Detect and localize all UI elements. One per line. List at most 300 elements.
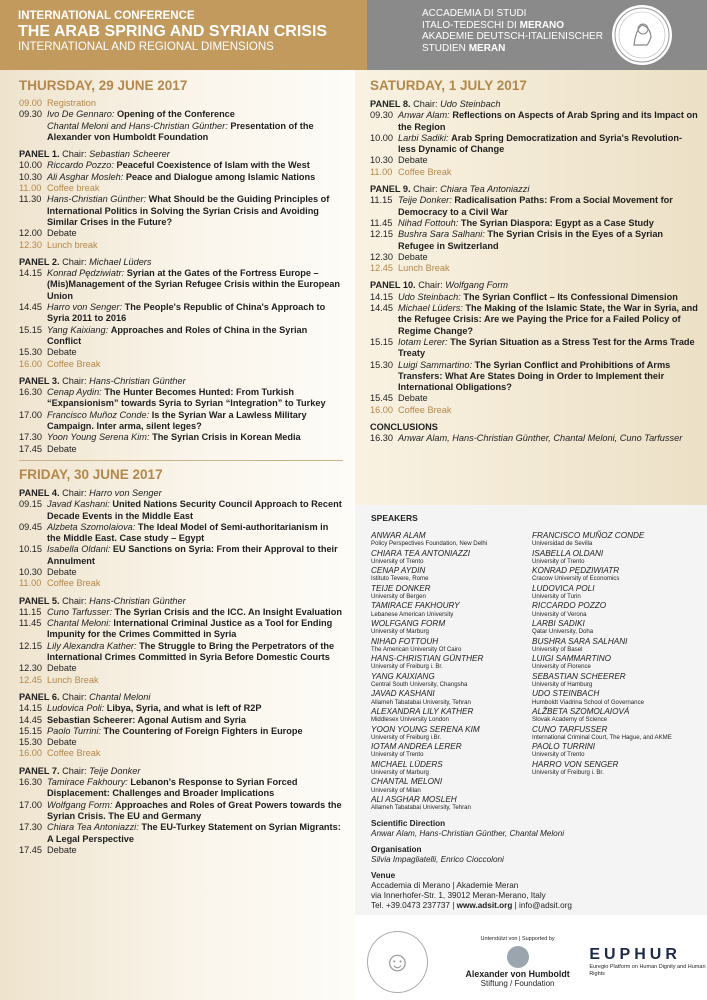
program-item <box>19 522 343 545</box>
speaker-name: Luigi Sammartino: <box>398 359 473 370</box>
thursday-program <box>19 98 343 455</box>
program-item <box>370 252 699 263</box>
program-item <box>19 544 343 567</box>
panel-number: PANEL 8. <box>370 99 411 109</box>
time: 15.30 <box>370 359 393 370</box>
speaker-affiliation: University of Marburg <box>371 769 429 777</box>
header <box>0 0 707 70</box>
time: 09.45 <box>19 521 42 532</box>
academy-de-2: STUDIEN MERAN <box>422 42 506 54</box>
academy-seal-icon: ☺ <box>367 931 428 993</box>
talk-title: Libya, Syria, and what is left of R2P <box>106 703 262 714</box>
talk-title: International Criminal Justice as a Tool for Ending Impunity for the Crimes Committed in Syria <box>47 618 333 640</box>
chair-name: Michael Lüders <box>89 256 152 267</box>
program-item <box>19 432 343 443</box>
chair-label: Chair: <box>62 595 87 606</box>
chair-label: Chair: <box>62 691 87 702</box>
program-item <box>19 777 343 800</box>
program-text <box>398 229 699 252</box>
time: 17.45 <box>19 844 42 855</box>
speaker-name: TAMIRACE FAKHOURY <box>371 601 460 611</box>
time: 12.45 <box>19 674 42 685</box>
speaker-name: JAVAD KASHANI <box>371 689 435 699</box>
program-text <box>47 109 343 120</box>
time: 11.15 <box>19 606 42 617</box>
time <box>19 121 47 144</box>
program-text <box>47 268 343 302</box>
time: 10.00 <box>19 160 42 171</box>
panel-heading <box>370 280 699 291</box>
speaker-name: ALI ASGHAR MOSLEH <box>371 794 457 804</box>
panel-heading <box>19 596 343 607</box>
chair-label: Chair: <box>62 375 87 386</box>
talk-title: Coffee Break <box>47 578 101 589</box>
program-text <box>398 360 699 394</box>
time: 12.30 <box>19 663 42 674</box>
speaker-affiliation: University of Freiburg i.Br. <box>371 733 442 741</box>
speaker-name: MICHAEL LÜDERS <box>371 759 443 769</box>
academy-it: ACCADEMIA DI STUDI <box>422 8 527 19</box>
talk-title: The People's Republic of China's Approach to Syria 2011 to 2016 <box>47 302 326 324</box>
speaker-affiliation: Istituto Tevere, Rome <box>371 575 429 583</box>
speaker-name: ISABELLA OLDANI <box>532 548 604 558</box>
talk-title: Lunch Break <box>398 263 450 274</box>
speaker-name: Cuno Tarfusser: <box>47 606 113 617</box>
program-text <box>47 444 343 455</box>
program-text <box>47 800 343 823</box>
program-text <box>47 194 343 228</box>
time: 09.30 <box>19 109 42 120</box>
chair-label: Chair: <box>413 184 438 195</box>
speaker-name: Wolfgang Form: <box>47 799 113 810</box>
program-item <box>370 360 699 394</box>
speaker-name: UDO STEINBACH <box>532 689 600 699</box>
conference-title: THE ARAB SPRING AND SYRIAN CRISIS <box>18 23 328 40</box>
program-text <box>47 121 343 144</box>
program-item <box>370 433 699 444</box>
speaker-name: LUDOVICA POLI <box>532 583 595 593</box>
talk-title: Coffee Break <box>47 748 101 759</box>
program-item <box>19 800 343 823</box>
program-item <box>370 405 699 416</box>
header-line1: INTERNATIONAL CONFERENCE <box>18 10 195 22</box>
chair-name: Harro von Senger <box>89 487 162 498</box>
time: 16.00 <box>19 748 42 759</box>
speaker-affiliation: Allameh Tabatabai University, Tehran <box>371 698 471 706</box>
time: 11.45 <box>370 217 393 228</box>
day-heading-thursday: THURSDAY, 29 JUNE 2017 <box>19 78 188 93</box>
program-text <box>398 337 699 360</box>
panel-heading <box>19 149 343 160</box>
day-heading-saturday: SATURDAY, 1 JULY 2017 <box>370 78 527 93</box>
speaker-name: YANG KAIXIANG <box>371 671 435 681</box>
speaker-name: Ali Asghar Mosleh: <box>47 171 124 182</box>
time: 17.30 <box>19 432 42 443</box>
speaker-name: TEIJE DONKER <box>371 583 431 593</box>
program-text <box>398 292 699 303</box>
talk-title: What Should be the Guiding Principles of International Politics in Solving the Syrian Crisis and Avoiding Similar Crises in the Future? <box>47 194 330 227</box>
talk-title: The Syrian Situation as a Stress Test for the Arms Trade Treaty <box>398 336 695 359</box>
program-item <box>19 607 343 618</box>
speaker-affiliation: International Criminal Court, The Hague, and AKME <box>532 733 672 741</box>
speaker-affiliation: University of Florence <box>532 663 591 671</box>
talk-title: Debate <box>398 393 428 404</box>
scientific-direction: Scientific Direction Anwar Alam, Hans-Christian Günther, Chantal Meloni <box>371 818 565 838</box>
program-text <box>47 228 343 239</box>
time: 14.45 <box>370 303 393 314</box>
program-text <box>47 641 343 664</box>
speaker-name: LARBI SADIKI <box>532 618 585 628</box>
panel-number: PANEL 10. <box>370 280 416 291</box>
speaker-name: WOLFGANG FORM <box>371 618 446 628</box>
time: 12.30 <box>19 239 42 250</box>
program-item <box>370 229 699 252</box>
time: 15.15 <box>19 324 42 335</box>
program-text <box>47 302 343 325</box>
time: 16.30 <box>19 777 42 788</box>
talk-title: Sebastian Scheerer: Agonal Autism and Syria <box>47 714 246 725</box>
speaker-name: CUNO TARFUSSER <box>532 724 608 734</box>
program-item <box>19 641 343 664</box>
program-text <box>47 325 343 348</box>
saturday-program <box>370 99 699 445</box>
speaker-affiliation: University of Trento <box>371 557 424 565</box>
speaker-affiliation: University of Trento <box>532 751 585 759</box>
program-text <box>47 240 343 251</box>
time: 10.15 <box>19 544 42 555</box>
speaker-affiliation: University of Trento <box>532 557 585 565</box>
program-text <box>47 359 343 370</box>
talk-title: The Ideal Model of Semi-authoritarianism in the Middle East. Case study – Egypt <box>47 521 329 544</box>
talk-title: Arab Spring Democratization and Syria's Revolution-less Dynamic of Change <box>398 132 683 155</box>
speaker-name: Javad Kashani: <box>47 499 110 510</box>
speaker-name: BUSHRA SARA SALHANI <box>532 636 628 646</box>
program-item <box>370 303 699 337</box>
program-item <box>19 845 343 856</box>
schedule-left-column <box>0 70 355 1000</box>
time: 15.30 <box>19 347 42 358</box>
program-item <box>370 133 699 156</box>
program-text <box>398 218 699 229</box>
talk-title: The Countering of Foreign Fighters in Europe <box>103 725 303 736</box>
speaker-affiliation: The American University Of Cairo <box>371 645 462 653</box>
schedule-right-column <box>355 70 707 505</box>
speaker-name: CHANTAL MELONI <box>371 777 443 787</box>
time: 12.15 <box>19 640 42 651</box>
time: 14.45 <box>19 714 42 725</box>
speaker-name: Paolo Turrini: <box>47 725 101 736</box>
time: 14.15 <box>370 291 393 302</box>
talk-title: United Nations Security Council Approach to Recent Decade Events in the Middle East <box>47 499 342 521</box>
talk-title: Debate <box>47 663 77 674</box>
talk-title: The Syrian Conflict and Prohibitions of Arms Transfers: What Are States Doing in Order to Implement their International Obligations? <box>398 359 671 393</box>
program-text <box>47 432 343 443</box>
program-item <box>19 160 343 171</box>
chair-label: Chair: <box>62 765 87 776</box>
program-item <box>19 822 343 845</box>
program-item <box>19 726 343 737</box>
talk-title: Registration <box>47 98 97 108</box>
program-item <box>370 263 699 274</box>
time: 16.30 <box>370 433 393 444</box>
time: 11.30 <box>19 194 42 205</box>
talk-title: The Struggle to Bring the Perpetrators of the International Crimes Committed in Syria Before Domestic Courts <box>47 640 335 663</box>
program-item <box>19 302 343 325</box>
talk-title: The Syrian Crisis in the Eyes of a Syrian Refugee in Switzerland <box>398 229 664 251</box>
program-item <box>19 737 343 748</box>
speaker-name: Ivo De Gennaro: <box>47 109 115 120</box>
program-text <box>47 618 343 641</box>
program-text <box>47 703 343 714</box>
speaker-name: Isabella Oldani: <box>47 544 111 555</box>
program-text <box>47 578 343 589</box>
speaker-name: Chantal Meloni and Hans-Christian Günther: <box>47 120 228 131</box>
panel-heading <box>19 376 343 387</box>
program-text <box>398 133 699 156</box>
humboldt-logo: Unterstützt von | Supported by Alexander von Humboldt Stiftung / Foundation <box>465 936 570 988</box>
time: 12.00 <box>19 228 42 239</box>
panel-number: PANEL 5. <box>19 595 60 606</box>
speaker-affiliation: Lebanese American University <box>371 610 454 618</box>
program-item <box>19 387 343 410</box>
program-item <box>19 444 343 455</box>
speaker-affiliation: Allameh Tabatabai University, Tehran <box>371 804 471 812</box>
speaker-affiliation: Central South University, Changsha <box>371 681 468 689</box>
program-text <box>398 155 699 166</box>
conclusions-heading: CONCLUSIONS <box>370 422 438 433</box>
program-item <box>19 121 343 144</box>
program-text <box>398 303 699 337</box>
program-item <box>370 167 699 178</box>
program-item <box>370 393 699 404</box>
talk-title: The Hunter Becomes Hunted: From Turkish “Expansionism” towards Syria to Syrian “Integration” to Turkey <box>47 387 326 409</box>
program-text <box>47 675 343 686</box>
talk-title: Debate <box>47 347 77 358</box>
speaker-name: Larbi Sadiki: <box>398 132 449 143</box>
talk-title: Debate <box>398 251 428 262</box>
chair-label: Chair: <box>418 280 443 291</box>
chair-name: Udo Steinbach <box>440 99 501 109</box>
speaker-name: PAOLO TURRINI <box>532 742 596 752</box>
speaker-name: Hans-Christian Günther: <box>47 194 147 205</box>
speaker-name: HANS-CHRISTIAN GÜNTHER <box>371 654 484 664</box>
euphur-logo: EUPHUR Euregio Platform on Human Dignity and Human Rights <box>589 945 706 977</box>
talk-title: The Syrian Conflict – Its Confessional Dimension <box>463 291 678 302</box>
speaker-affiliation: Middlesex University London <box>371 716 449 724</box>
talk-title: Debate <box>47 737 77 748</box>
program-text <box>47 183 343 194</box>
panel-heading <box>19 692 343 703</box>
program-item <box>370 292 699 303</box>
speaker-name: Nihad Fottouh: <box>398 217 459 228</box>
time: 16.30 <box>19 387 42 398</box>
time: 14.45 <box>19 302 42 313</box>
program-text <box>398 167 699 178</box>
venue: Venue Accademia di Merano | Akademie Meran via Innerhofer-Str. 1, 39012 Meran-Merano, Italy Tel. +39.0473 237737 | www.adsit.org | info@adsit.org <box>371 870 572 910</box>
speaker-affiliation: University of Marburg <box>371 628 429 636</box>
program-item <box>370 337 699 360</box>
speaker-name: Bushra Sara Salhani: <box>398 229 485 240</box>
speaker-name: ALŽBETA SZOMOLAIOVÁ <box>532 706 630 716</box>
talk-title: Presentation of the Alexander von Humboldt Foundation <box>47 120 314 142</box>
program-text <box>47 410 343 433</box>
program-text <box>47 663 343 674</box>
conference-subtitle: INTERNATIONAL AND REGIONAL DIMENSIONS <box>18 41 274 53</box>
program-text <box>47 777 343 800</box>
speaker-name: RICCARDO POZZO <box>532 601 607 611</box>
chair-name: Hans-Christian Günther <box>89 595 186 606</box>
speakers-col-right <box>532 531 693 813</box>
program-text <box>47 845 343 856</box>
talk-title: The Syrian Diaspora: Egypt as a Case Study <box>460 217 654 228</box>
program-item <box>19 715 343 726</box>
time: 15.30 <box>19 737 42 748</box>
talk-title: Is the Syrian War a Lawless Military Campaign. Inter arma, silent leges? <box>47 409 307 432</box>
speakers-heading: SPEAKERS <box>371 513 418 523</box>
speaker-name: IOTAM ANDREA LERER <box>371 742 462 752</box>
program-text <box>47 607 343 618</box>
program-text <box>47 387 343 410</box>
program-text <box>47 748 343 759</box>
program-item <box>19 410 343 433</box>
time: 14.15 <box>19 703 42 714</box>
program-item <box>370 110 699 133</box>
talk-title: EU Sanctions on Syria: From their Approval to their Annulment <box>47 544 338 566</box>
chair-name: Teije Donker <box>89 765 141 776</box>
speaker-name: Anwar Alam: <box>398 110 450 121</box>
speaker-affiliation: Humboldt Viadrina School of Governance <box>532 698 645 706</box>
program-item <box>19 194 343 228</box>
speaker-name: Chiara Tea Antoniazzi: <box>47 822 139 833</box>
speaker-name: KONRAD PĘDZIWIATR <box>532 566 620 576</box>
day-heading-friday: FRIDAY, 30 JUNE 2017 <box>19 466 163 482</box>
time: 11.00 <box>19 183 42 194</box>
chair-name: Wolfgang Form <box>445 280 509 291</box>
time: 16.00 <box>370 404 393 415</box>
time: 17.00 <box>19 409 42 420</box>
time: 12.30 <box>370 251 393 262</box>
divider <box>19 460 343 461</box>
program-item <box>19 183 343 194</box>
chair-label: Chair: <box>413 99 438 109</box>
speaker-affiliation: University of Trento <box>371 751 424 759</box>
time: 10.30 <box>19 566 42 577</box>
speaker-name: Michael Lüders: <box>398 303 463 314</box>
speaker-affiliation: Cracow University of Economics <box>532 575 620 583</box>
talk-title: Debate <box>47 228 77 239</box>
panel-number: PANEL 7. <box>19 765 60 776</box>
talk-title: Opening of the Conference <box>116 109 235 120</box>
program-item <box>19 325 343 348</box>
time: 12.15 <box>370 229 393 240</box>
talk-title: Lunch break <box>47 239 98 250</box>
program-text <box>47 544 343 567</box>
academy-it-2: ITALO-TEDESCHI DI MERANO <box>422 19 565 31</box>
talk-title: The Making of the Islamic State, the War in Syria, and the Refugee Crisis: Are we Paying the Price for a Failed Policy of Regime Change? <box>398 303 698 336</box>
talk-title: Coffee Break <box>398 166 452 177</box>
talk-title: The EU-Turkey Statement on Syrian Migrants: A Legal Perspective <box>47 822 341 844</box>
program-text <box>47 499 343 522</box>
talk-title: Coffee Break <box>47 358 101 369</box>
time: 14.15 <box>19 268 42 279</box>
program-text <box>47 567 343 578</box>
speaker-affiliation: University of Basel <box>532 645 583 653</box>
speaker-name: Riccardo Pozzo: <box>47 160 114 171</box>
program-item <box>19 172 343 183</box>
speaker-affiliation: Policy Perspectives Foundation, New Delhi <box>371 540 488 548</box>
program-item <box>370 195 699 218</box>
talk-title: Lebanon's Response to Syrian Forced Displacement: Challenges and Broader Implications <box>47 777 298 799</box>
time: 15.15 <box>19 725 42 736</box>
speaker-name: HARRO VON SENGER <box>532 759 619 769</box>
speaker-name: Teije Donker: <box>398 195 452 206</box>
conference-header <box>0 0 367 70</box>
speaker-affiliation: Universidad de Sevilla <box>532 540 593 548</box>
program-item <box>19 109 343 120</box>
academy-de: AKADEMIE DEUTSCH-ITALIENISCHER <box>422 31 603 42</box>
speakers-list <box>371 531 693 813</box>
program-text <box>47 98 343 109</box>
speaker-name: FRANCISCO MUÑOZ CONDE <box>532 531 645 540</box>
talk-title: The Syrian Crisis and the ICC. An Insight Evaluation <box>114 606 342 617</box>
talk-title: Approaches and Roles of China in the Syrian Conflict <box>47 324 308 346</box>
talk-title: Peaceful Coexistence of Islam with the West <box>116 160 310 171</box>
program-text <box>47 522 343 545</box>
time: 11.45 <box>19 618 42 629</box>
talk-title: The Syrian Crisis in Korean Media <box>152 432 301 443</box>
program-text <box>47 715 343 726</box>
program-item <box>19 268 343 302</box>
program-item <box>19 703 343 714</box>
program-text <box>398 252 699 263</box>
speaker-name: YOON YOUNG SERENA KIM <box>371 724 480 734</box>
time: 11.00 <box>19 578 42 589</box>
website-link[interactable]: www.adsit.org <box>456 900 513 910</box>
time: 17.30 <box>19 822 42 833</box>
talk-title: Debate <box>398 155 428 166</box>
speaker-name: Iotam Lerer: <box>398 336 448 347</box>
speaker-name: Ludovica Poli: <box>47 703 105 714</box>
panel-heading <box>19 488 343 499</box>
chair-label: Chair: <box>62 487 87 498</box>
talk-title: Peace and Dialogue among Islamic Nations <box>125 171 316 182</box>
talk-title: Lunch Break <box>47 674 99 685</box>
speaker-affiliation: University of Turin <box>532 593 581 601</box>
talk-title: Approaches and Roles of Great Powers towards the Syrian Crisis. The EU and Germany <box>47 799 342 821</box>
speaker-name: CENAP AYDIN <box>371 566 426 576</box>
panel-number: PANEL 1. <box>19 149 60 160</box>
program-item <box>19 567 343 578</box>
talk-title: Debate <box>47 566 77 577</box>
panel-number: PANEL 4. <box>19 487 60 498</box>
panel-heading <box>19 257 343 268</box>
panel-heading <box>370 184 699 195</box>
program-item <box>19 499 343 522</box>
program-text <box>398 110 699 133</box>
speaker-name: Francisco Muñoz Conde: <box>47 409 150 420</box>
speaker-affiliation: University of Bergen <box>371 593 426 601</box>
friday-program <box>19 488 343 856</box>
talk-title: Coffee Break <box>398 404 452 415</box>
speaker-name: CHIARA TEA ANTONIAZZI <box>371 548 471 558</box>
speaker-name: Tamirace Fakhoury: <box>47 777 128 788</box>
humboldt-portrait-icon <box>507 946 529 968</box>
chair-name: Chantal Meloni <box>89 691 151 702</box>
speaker-affiliation: University of Freiburg i. Br. <box>371 663 443 671</box>
panel-number: PANEL 2. <box>19 256 60 267</box>
program-text <box>398 263 699 274</box>
speaker-name: Chantal Meloni: <box>47 618 111 629</box>
